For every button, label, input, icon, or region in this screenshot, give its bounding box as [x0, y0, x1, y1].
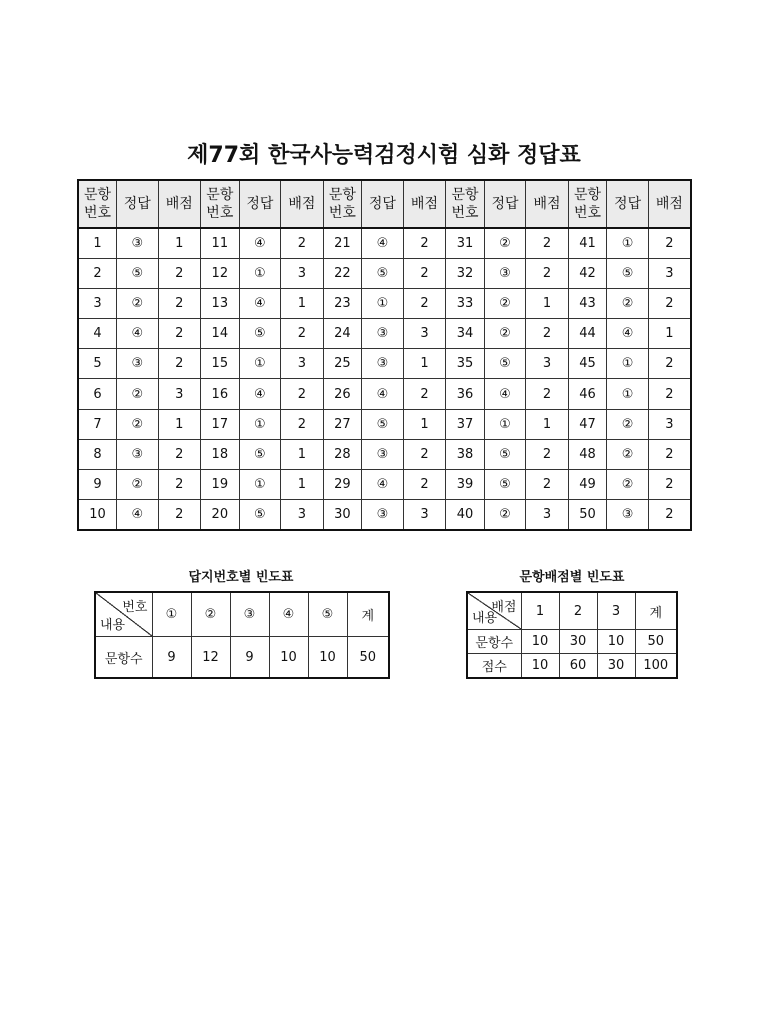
header-text: 문항: [83, 187, 112, 203]
cell-question-number: 39: [446, 469, 485, 499]
cell-value: 50: [347, 637, 389, 679]
cell-answer: ②: [607, 469, 649, 499]
table-row: [78, 499, 691, 530]
corner-cell: [467, 592, 521, 630]
corner-top-label: 번호: [122, 600, 148, 615]
cell-answer: ⑤: [484, 439, 526, 469]
header-text: 번호: [451, 205, 479, 221]
header-text: 문항: [328, 187, 356, 203]
corner-bottom-label: 내용: [100, 618, 126, 633]
cell-value: 10: [597, 630, 635, 654]
cell-answer: ②: [607, 409, 649, 439]
header-score: 배점: [648, 180, 691, 228]
cell-question-number: 1: [78, 228, 117, 259]
cell-score: 2: [526, 259, 569, 289]
cell-answer: ⑤: [117, 259, 159, 289]
cell-score: 2: [158, 499, 201, 530]
header-text: 번호: [574, 205, 602, 221]
cell-answer: ②: [607, 439, 649, 469]
cell-score: 2: [403, 259, 446, 289]
cell-score: 2: [526, 439, 569, 469]
cell-score: 2: [526, 379, 569, 409]
row-label: 문항수: [467, 630, 521, 654]
cell-question-number: 6: [78, 379, 117, 409]
cell-answer: ⑤: [239, 499, 281, 530]
cell-score: 3: [158, 379, 201, 409]
cell-question-number: 21: [323, 228, 362, 259]
cell-score: 3: [403, 499, 446, 530]
answer-frequency-table: [94, 591, 390, 679]
cell-answer: ④: [362, 469, 404, 499]
cell-answer: ②: [117, 409, 159, 439]
cell-answer: ③: [607, 499, 649, 530]
cell-answer: ③: [117, 439, 159, 469]
cell-question-number: 9: [78, 469, 117, 499]
cell-answer: ③: [362, 319, 404, 349]
cell-question-number: 22: [323, 259, 362, 289]
header-text: 문항: [451, 187, 479, 203]
cell-answer: ⑤: [362, 259, 404, 289]
table-row: [78, 259, 691, 289]
cell-score: 2: [158, 469, 201, 499]
cell-question-number: 40: [446, 499, 485, 530]
cell-answer: ②: [117, 289, 159, 319]
cell-answer: ②: [484, 319, 526, 349]
cell-question-number: 35: [446, 349, 485, 379]
cell-score: 2: [281, 379, 324, 409]
cell-answer: ①: [239, 469, 281, 499]
header-question-number: [568, 180, 607, 228]
cell-score: 3: [403, 319, 446, 349]
cell-question-number: 48: [568, 439, 607, 469]
header-question-number: [78, 180, 117, 228]
cell-value: 10: [521, 654, 559, 679]
corner-cell: [95, 592, 152, 637]
cell-score: 3: [526, 499, 569, 530]
cell-score: 2: [403, 228, 446, 259]
column-header: ⑤: [308, 592, 347, 637]
cell-score: 2: [403, 289, 446, 319]
header-text: 번호: [206, 205, 234, 221]
cell-score: 2: [648, 228, 691, 259]
cell-score: 2: [526, 319, 569, 349]
cell-answer: ②: [484, 228, 526, 259]
cell-question-number: 32: [446, 259, 485, 289]
corner-top-label: 배점: [491, 600, 517, 615]
cell-question-number: 7: [78, 409, 117, 439]
header-question-number: [323, 180, 362, 228]
cell-question-number: 47: [568, 409, 607, 439]
header-text: 문항: [574, 187, 602, 203]
cell-question-number: 17: [201, 409, 240, 439]
answer-table-body: [78, 228, 691, 530]
cell-score: 3: [281, 259, 324, 289]
cell-answer: ①: [239, 259, 281, 289]
cell-score: 1: [158, 228, 201, 259]
cell-question-number: 12: [201, 259, 240, 289]
cell-score: 3: [281, 499, 324, 530]
cell-question-number: 25: [323, 349, 362, 379]
table-row: [78, 439, 691, 469]
cell-answer: ⑤: [607, 259, 649, 289]
table-row: [78, 409, 691, 439]
cell-answer: ①: [484, 409, 526, 439]
cell-score: 1: [526, 289, 569, 319]
header-answer: 정답: [117, 180, 159, 228]
cell-question-number: 11: [201, 228, 240, 259]
header-question-number: [446, 180, 485, 228]
cell-answer: ②: [117, 379, 159, 409]
header-answer: 정답: [362, 180, 404, 228]
cell-score: 2: [526, 228, 569, 259]
cell-answer: ①: [607, 228, 649, 259]
cell-answer: ④: [362, 228, 404, 259]
column-header: ②: [191, 592, 230, 637]
cell-score: 2: [158, 259, 201, 289]
cell-answer: ⑤: [484, 349, 526, 379]
cell-answer: ③: [117, 228, 159, 259]
cell-answer: ③: [362, 499, 404, 530]
cell-score: 1: [403, 349, 446, 379]
cell-question-number: 8: [78, 439, 117, 469]
column-header: 1: [521, 592, 559, 630]
cell-question-number: 5: [78, 349, 117, 379]
cell-score: 3: [648, 259, 691, 289]
cell-score: 2: [158, 289, 201, 319]
cell-answer: ③: [484, 259, 526, 289]
score-frequency-table: [466, 591, 678, 679]
cell-score: 3: [526, 349, 569, 379]
cell-question-number: 33: [446, 289, 485, 319]
cell-question-number: 26: [323, 379, 362, 409]
column-header: ①: [152, 592, 191, 637]
header-question-number: [201, 180, 240, 228]
header-score: 배점: [526, 180, 569, 228]
corner-bottom-label: 내용: [472, 611, 498, 626]
answer-frequency-title: 답지번호별 빈도표: [188, 570, 294, 585]
cell-question-number: 27: [323, 409, 362, 439]
answer-frequency-data-row: [95, 637, 389, 679]
cell-value: 10: [521, 630, 559, 654]
cell-answer: ②: [484, 499, 526, 530]
cell-answer: ⑤: [239, 439, 281, 469]
score-frequency-header-row: [467, 592, 677, 630]
cell-score: 3: [281, 349, 324, 379]
cell-question-number: 42: [568, 259, 607, 289]
cell-score: 2: [648, 439, 691, 469]
cell-value: 10: [269, 637, 308, 679]
cell-score: 2: [403, 379, 446, 409]
cell-answer: ⑤: [239, 319, 281, 349]
header-text: 번호: [83, 205, 112, 221]
column-header: ④: [269, 592, 308, 637]
cell-score: 2: [158, 319, 201, 349]
cell-value: 9: [230, 637, 269, 679]
cell-value: 30: [559, 630, 597, 654]
cell-score: 2: [648, 499, 691, 530]
header-text: 번호: [328, 205, 356, 221]
cell-question-number: 2: [78, 259, 117, 289]
cell-answer: ⑤: [362, 409, 404, 439]
cell-answer: ①: [239, 349, 281, 379]
cell-score: 2: [281, 409, 324, 439]
score-frequency-data-row: [467, 654, 677, 679]
score-frequency-data-row: [467, 630, 677, 654]
column-header: 3: [597, 592, 635, 630]
cell-answer: ①: [239, 409, 281, 439]
cell-score: 2: [403, 469, 446, 499]
cell-question-number: 29: [323, 469, 362, 499]
row-label: 문항수: [95, 637, 152, 679]
table-row: [78, 228, 691, 259]
cell-answer: ①: [362, 289, 404, 319]
cell-question-number: 45: [568, 349, 607, 379]
cell-question-number: 31: [446, 228, 485, 259]
column-header: 계: [635, 592, 677, 630]
header-score: 배점: [281, 180, 324, 228]
row-label: 점수: [467, 654, 521, 679]
cell-question-number: 43: [568, 289, 607, 319]
cell-score: 3: [648, 409, 691, 439]
score-frequency-title: 문항배점별 빈도표: [519, 570, 625, 585]
cell-value: 10: [308, 637, 347, 679]
cell-answer: ④: [239, 379, 281, 409]
cell-score: 1: [158, 409, 201, 439]
table-row: [78, 319, 691, 349]
cell-question-number: 30: [323, 499, 362, 530]
cell-answer: ④: [239, 289, 281, 319]
cell-answer: ②: [117, 469, 159, 499]
cell-question-number: 46: [568, 379, 607, 409]
cell-value: 12: [191, 637, 230, 679]
page-title: 제77회 한국사능력검정시험 심화 정답표: [187, 143, 581, 168]
table-row: [78, 469, 691, 499]
cell-question-number: 10: [78, 499, 117, 530]
cell-answer: ③: [362, 439, 404, 469]
cell-question-number: 14: [201, 319, 240, 349]
cell-score: 2: [158, 349, 201, 379]
cell-value: 30: [597, 654, 635, 679]
cell-question-number: 18: [201, 439, 240, 469]
cell-score: 2: [648, 379, 691, 409]
header-answer: 정답: [607, 180, 649, 228]
table-row: [78, 349, 691, 379]
cell-answer: ④: [362, 379, 404, 409]
cell-question-number: 23: [323, 289, 362, 319]
cell-question-number: 20: [201, 499, 240, 530]
table-row: [78, 289, 691, 319]
cell-answer: ③: [362, 349, 404, 379]
column-header: 계: [347, 592, 389, 637]
cell-value: 50: [635, 630, 677, 654]
cell-question-number: 3: [78, 289, 117, 319]
column-header: 2: [559, 592, 597, 630]
cell-question-number: 4: [78, 319, 117, 349]
cell-score: 2: [158, 439, 201, 469]
header-answer: 정답: [484, 180, 526, 228]
cell-question-number: 34: [446, 319, 485, 349]
cell-answer: ③: [117, 349, 159, 379]
answer-frequency-header-row: [95, 592, 389, 637]
cell-answer: ④: [117, 499, 159, 530]
cell-score: 2: [648, 469, 691, 499]
cell-answer: ④: [239, 228, 281, 259]
cell-answer: ④: [484, 379, 526, 409]
cell-question-number: 41: [568, 228, 607, 259]
table-row: [78, 379, 691, 409]
cell-answer: ④: [607, 319, 649, 349]
cell-question-number: 15: [201, 349, 240, 379]
answer-table: [77, 179, 692, 531]
header-answer: 정답: [239, 180, 281, 228]
cell-answer: ②: [484, 289, 526, 319]
cell-score: 1: [526, 409, 569, 439]
cell-question-number: 24: [323, 319, 362, 349]
cell-score: 2: [403, 439, 446, 469]
cell-value: 60: [559, 654, 597, 679]
cell-question-number: 16: [201, 379, 240, 409]
cell-question-number: 44: [568, 319, 607, 349]
cell-score: 2: [281, 228, 324, 259]
cell-answer: ④: [117, 319, 159, 349]
cell-score: 1: [403, 409, 446, 439]
cell-score: 1: [281, 439, 324, 469]
header-score: 배점: [403, 180, 446, 228]
cell-score: 1: [648, 319, 691, 349]
cell-answer: ②: [607, 289, 649, 319]
cell-value: 100: [635, 654, 677, 679]
cell-score: 1: [281, 289, 324, 319]
column-header: ③: [230, 592, 269, 637]
header-text: 문항: [206, 187, 234, 203]
cell-question-number: 50: [568, 499, 607, 530]
answer-table-header-row: [78, 180, 691, 228]
cell-answer: ①: [607, 349, 649, 379]
cell-value: 9: [152, 637, 191, 679]
cell-question-number: 36: [446, 379, 485, 409]
cell-score: 2: [281, 319, 324, 349]
cell-question-number: 37: [446, 409, 485, 439]
cell-score: 2: [648, 349, 691, 379]
cell-question-number: 19: [201, 469, 240, 499]
cell-answer: ⑤: [484, 469, 526, 499]
cell-question-number: 49: [568, 469, 607, 499]
cell-score: 2: [648, 289, 691, 319]
cell-score: 1: [281, 469, 324, 499]
cell-question-number: 28: [323, 439, 362, 469]
cell-question-number: 38: [446, 439, 485, 469]
cell-score: 2: [526, 469, 569, 499]
cell-question-number: 13: [201, 289, 240, 319]
cell-answer: ①: [607, 379, 649, 409]
header-score: 배점: [158, 180, 201, 228]
